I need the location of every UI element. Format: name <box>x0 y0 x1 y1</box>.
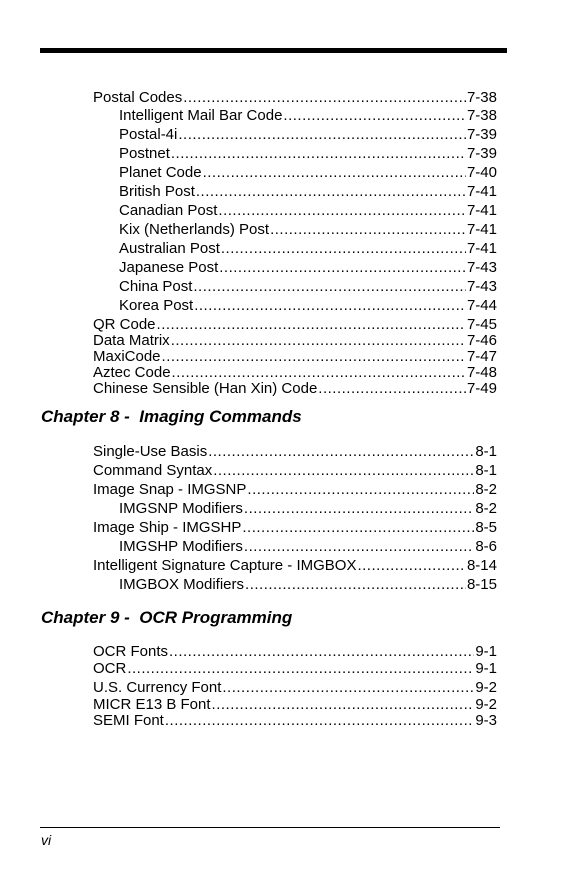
toc-entry[interactable] <box>119 163 497 182</box>
toc-entry-page: 8-1 <box>475 443 497 460</box>
dot-leader <box>245 575 466 594</box>
toc-entry[interactable] <box>119 537 497 556</box>
toc-entry[interactable] <box>119 125 497 144</box>
toc-entry[interactable] <box>119 575 497 594</box>
toc-entry[interactable] <box>93 379 497 398</box>
toc-entry-title: Single-Use Basis <box>93 443 208 460</box>
toc-entry[interactable] <box>93 88 497 107</box>
toc-entry-title: Canadian Post <box>119 202 218 219</box>
toc-entry-page: 7-43 <box>466 259 497 276</box>
toc-entry-page: 7-48 <box>466 364 497 381</box>
toc-entry[interactable] <box>93 518 497 537</box>
toc-entry-page: 7-49 <box>466 380 497 397</box>
toc-entry-title: Kix (Netherlands) Post <box>119 221 270 238</box>
toc-entry[interactable] <box>119 201 497 220</box>
dot-leader <box>221 239 466 258</box>
toc-entry-page: 8-15 <box>466 576 497 593</box>
top-rule <box>40 48 507 53</box>
toc-entry[interactable] <box>119 106 497 125</box>
toc-entry[interactable] <box>93 711 497 730</box>
dot-leader <box>218 201 466 220</box>
toc-entry-title: Data Matrix <box>93 332 170 349</box>
toc-entry-title: Aztec Code <box>93 364 171 381</box>
toc-entry-title: MaxiCode <box>93 348 161 365</box>
bottom-rule <box>40 827 500 828</box>
page-number: vi <box>41 832 52 848</box>
toc-entry-title: MICR E13 B Font <box>93 696 211 713</box>
toc-entry-page: 8-5 <box>475 519 497 536</box>
toc-entry-title: Postal Codes <box>93 89 183 106</box>
toc-entry-page: 7-44 <box>466 297 497 314</box>
toc-entry-title: OCR <box>93 660 127 677</box>
toc-entry-page: 7-43 <box>466 278 497 295</box>
toc-entry-page: 7-45 <box>466 316 497 333</box>
dot-leader <box>242 518 474 537</box>
toc-entry-page: 7-41 <box>466 240 497 257</box>
toc-entry-title: Australian Post <box>119 240 220 257</box>
dot-leader <box>193 277 466 296</box>
dot-leader <box>203 163 466 182</box>
dot-leader <box>244 537 474 556</box>
toc-entry[interactable] <box>119 182 497 201</box>
toc-entry[interactable] <box>93 461 497 480</box>
dot-leader <box>270 220 466 239</box>
toc-entry-title: IMGBOX Modifiers <box>119 576 245 593</box>
dot-leader <box>127 659 474 678</box>
toc-entry-page: 9-2 <box>475 696 497 713</box>
toc-entry-title: OCR Fonts <box>93 643 169 660</box>
toc-entry-title: QR Code <box>93 316 156 333</box>
toc-entry-title: Image Snap - IMGSNP <box>93 481 247 498</box>
toc-entry-title: Planet Code <box>119 164 202 181</box>
toc-entry[interactable] <box>119 144 497 163</box>
toc-entry-page: 7-41 <box>466 183 497 200</box>
toc-entry-page: 7-41 <box>466 221 497 238</box>
toc-entry-title: Image Ship - IMGSHP <box>93 519 242 536</box>
toc-entry-title: U.S. Currency Font <box>93 679 222 696</box>
toc-entry-page: 9-2 <box>475 679 497 696</box>
toc-entry-title: SEMI Font <box>93 712 164 729</box>
toc-entry-page: 7-46 <box>466 332 497 349</box>
toc-entry-page: 8-1 <box>475 462 497 479</box>
toc-entry[interactable] <box>119 499 497 518</box>
toc-entry-page: 9-1 <box>475 660 497 677</box>
toc-entry[interactable] <box>93 480 497 499</box>
toc-entry[interactable] <box>119 220 497 239</box>
toc-entry-page: 7-39 <box>466 145 497 162</box>
dot-leader <box>318 379 466 398</box>
toc-entry-title: China Post <box>119 278 193 295</box>
toc-entry[interactable] <box>93 556 497 575</box>
dot-leader <box>244 499 474 518</box>
toc-entry-page: 7-40 <box>466 164 497 181</box>
toc-entry-title: Intelligent Signature Capture - IMGBOX <box>93 557 357 574</box>
dot-leader <box>219 258 466 277</box>
dot-leader <box>357 556 466 575</box>
toc-entry[interactable] <box>119 277 497 296</box>
toc-entry-title: IMGSHP Modifiers <box>119 538 243 555</box>
toc-entry-page: 8-2 <box>475 500 497 517</box>
toc-entry[interactable] <box>119 258 497 277</box>
toc-entry-title: Postnet <box>119 145 170 162</box>
toc-entry-title: Japanese Post <box>119 259 219 276</box>
dot-leader <box>283 106 466 125</box>
toc-entry-title: Korea Post <box>119 297 194 314</box>
toc-entry[interactable] <box>119 239 497 258</box>
chapter-heading[interactable]: Chapter 9 - OCR Programming <box>41 608 293 627</box>
dot-leader <box>194 296 466 315</box>
chapter-heading[interactable]: Chapter 8 - Imaging Commands <box>41 407 302 426</box>
toc-entry-page: 9-3 <box>475 712 497 729</box>
dot-leader <box>171 144 466 163</box>
dot-leader <box>165 711 474 730</box>
dot-leader <box>183 88 466 107</box>
toc-entry-page: 8-6 <box>475 538 497 555</box>
dot-leader <box>196 182 466 201</box>
toc-entry[interactable] <box>93 442 497 461</box>
toc-entry-title: Chinese Sensible (Han Xin) Code <box>93 380 318 397</box>
toc-entry-title: British Post <box>119 183 195 200</box>
toc-entry-title: Intelligent Mail Bar Code <box>119 107 283 124</box>
toc-entry-title: Postal-4i <box>119 126 178 143</box>
dot-leader <box>213 461 474 480</box>
toc-entry-title: Command Syntax <box>93 462 213 479</box>
toc-entry-page: 7-39 <box>466 126 497 143</box>
toc-entry[interactable] <box>93 659 497 678</box>
toc-entry-title: IMGSNP Modifiers <box>119 500 243 517</box>
toc-entry[interactable] <box>119 296 497 315</box>
toc-entry-page: 7-47 <box>466 348 497 365</box>
toc-entry-page: 8-14 <box>466 557 497 574</box>
toc-entry-page: 8-2 <box>475 481 497 498</box>
dot-leader <box>247 480 474 499</box>
dot-leader <box>178 125 466 144</box>
toc-entry-page: 7-41 <box>466 202 497 219</box>
toc-entry-page: 7-38 <box>466 107 497 124</box>
toc-entry-page: 9-1 <box>475 643 497 660</box>
toc-entry-page: 7-38 <box>466 89 497 106</box>
dot-leader <box>208 442 474 461</box>
